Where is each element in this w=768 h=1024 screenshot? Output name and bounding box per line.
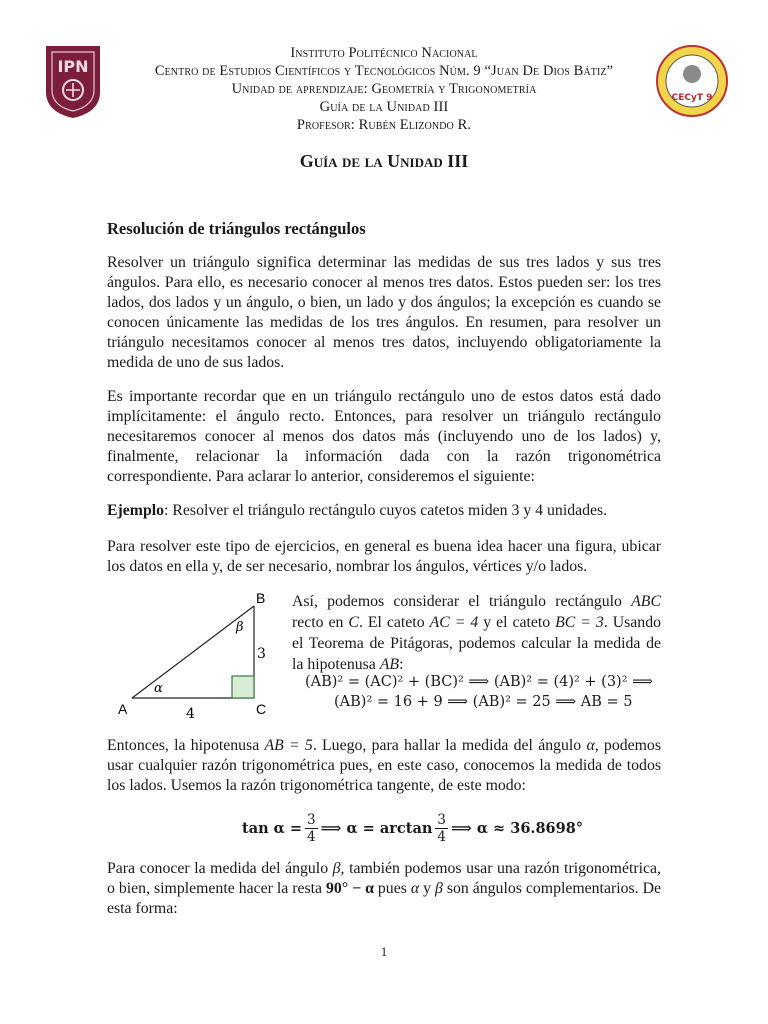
vertex-b-label: B xyxy=(256,590,266,606)
document-title: Guía de la Unidad III xyxy=(299,151,469,171)
p5-text-1: Entonces, la hipotenusa xyxy=(107,737,265,754)
side-text-5: . Usando el Teorema de Pitágoras, podemos calcular la medida de la hipotenusa xyxy=(292,614,661,673)
p5-text-2: . Luego, para hallar la medida del ángulo xyxy=(312,737,587,754)
formula-tan: tan α = xyxy=(242,819,303,837)
side-text-ab: AB xyxy=(379,656,400,673)
fraction-1-den: 4 xyxy=(307,828,316,845)
formula-result: ⟹ α ≈ 36.8698° xyxy=(450,819,584,837)
fraction-2-num: 3 xyxy=(437,811,446,828)
triangle-figure xyxy=(112,588,282,722)
tangent-formula xyxy=(242,806,583,850)
equation-pythagoras-2: (AB)² = 16 + 9 ⟹ (AB)² = 25 ⟹ AB = 5 xyxy=(334,694,633,710)
fraction-1-num: 3 xyxy=(307,811,316,828)
fraction-2-den: 4 xyxy=(437,828,446,845)
side-right-label: 3 xyxy=(257,646,266,662)
paragraph-definition: Resolver un triángulo significa determinar las medidas de sus tres lados y sus tres ángulos. Para ello, es necesario conocer al menos tres datos. Estos pueden ser: los tres lados, dos lados y un ángulo, o bien, un lado y dos ángulos; la excepción es cuando se conocen únicamente las medidas de los tres ángulos. En resumen, para resolver un triángulo necesitamos conocer al menos tres datos, incluyendo obligatoriamente la medida de uno de sus lados. xyxy=(107,254,661,371)
header-line-2: Centro de Estudios Científicos y Tecnológicos Núm. 9 “Juan De Dios Bátiz” xyxy=(154,63,614,79)
paragraph-right-angle: Es importante recordar que en un triángulo rectángulo uno de estos datos está dado implícitamente: el ángulo recto. Entonces, para resolver un triángulo rectángulo necesitaremos conocer al menos dos datos más (incluyendo uno de los lados) y, finalmente, relacionar la información dada con la razón trigonométrica correspondiente. Para aclarar lo anterior, consideremos el siguiente: xyxy=(107,388,661,485)
fraction-2 xyxy=(435,812,448,845)
p7-beta: β xyxy=(332,860,341,877)
header-line-5: Profesor: Rubén Elizondo R. xyxy=(296,117,472,133)
header-line-3: Unidad de aprendizaje: Geometría y Trigonometría xyxy=(231,81,537,97)
paragraph-beta xyxy=(107,859,661,919)
side-text-bc: BC = 3 xyxy=(555,614,604,631)
side-text-6: : xyxy=(399,656,404,673)
svg-text:IPN: IPN xyxy=(57,57,89,76)
side-text-abc: ABC xyxy=(631,593,661,610)
p5-text-3: , podemos usar cualquier razón trigonométrica pues, en este caso, conocemos la medida de todos los lados. Usemos la razón trigonométrica tangente, de este modo: xyxy=(107,737,661,794)
vertex-a-label: A xyxy=(118,701,128,717)
p5-ab: AB = 5 xyxy=(264,737,313,754)
p7-expr: 90° − α xyxy=(326,880,374,897)
side-text-c: C xyxy=(348,614,359,631)
paragraph-tangent xyxy=(107,736,661,796)
p7-text-2: , también podemos usar una razón trigonométrica, o bien, simplemente hacer la resta xyxy=(107,860,661,897)
paragraph-example xyxy=(107,501,661,521)
p7-text-4: y xyxy=(419,880,435,897)
side-bottom-label: 4 xyxy=(186,706,195,722)
side-text-4: y el cateto xyxy=(478,614,556,631)
example-label: Ejemplo xyxy=(107,502,165,519)
header-line-4: Guía de la Unidad III xyxy=(319,99,449,115)
formula-arctan: ⟹ α = arctan xyxy=(320,819,433,837)
ipn-logo xyxy=(42,40,104,120)
side-text-2: recto en xyxy=(292,614,349,631)
side-text-ac: AC = 4 xyxy=(429,614,479,631)
pythagoras-paragraph xyxy=(292,591,661,675)
vertex-c-label: C xyxy=(256,701,267,717)
p7-text-3: pues xyxy=(373,880,411,897)
p7-alpha: α xyxy=(410,880,420,897)
p7-text-5: son ángulos complementarios. De esta forma: xyxy=(107,880,662,917)
angle-alpha-label: α xyxy=(154,681,163,696)
angle-beta-label: β xyxy=(236,620,244,635)
p5-alpha: α xyxy=(586,737,595,754)
right-angle-marker xyxy=(232,676,254,698)
side-text-3: . El cateto xyxy=(358,614,430,631)
p7-beta-2: β xyxy=(434,880,443,897)
fraction-1 xyxy=(305,812,318,845)
p7-text-1: Para conocer la medida del ángulo xyxy=(107,860,333,877)
institution-header xyxy=(110,44,658,134)
page-number: 1 xyxy=(380,944,388,959)
section-title: Resolución de triángulos rectángulos xyxy=(107,219,366,238)
example-text: : Resolver el triángulo rectángulo cuyos catetos miden 3 y 4 unidades. xyxy=(164,502,608,519)
paragraph-figure-advice: Para resolver este tipo de ejercicios, en general es buena idea hacer una figura, ubicar los datos en ella y, de ser necesario, nombrar los ángulos, vértices y/o lados. xyxy=(107,538,661,575)
cecyt-logo xyxy=(655,44,729,118)
header-line-1: Instituto Politécnico Nacional xyxy=(290,45,478,61)
side-text-1: Así, podemos considerar el triángulo rectángulo xyxy=(292,593,632,610)
equation-pythagoras-1: (AB)² = (AC)² + (BC)² ⟹ (AB)² = (4)² + (3)² ⟹ xyxy=(305,674,653,690)
svg-text:CECyT 9: CECyT 9 xyxy=(671,93,713,103)
